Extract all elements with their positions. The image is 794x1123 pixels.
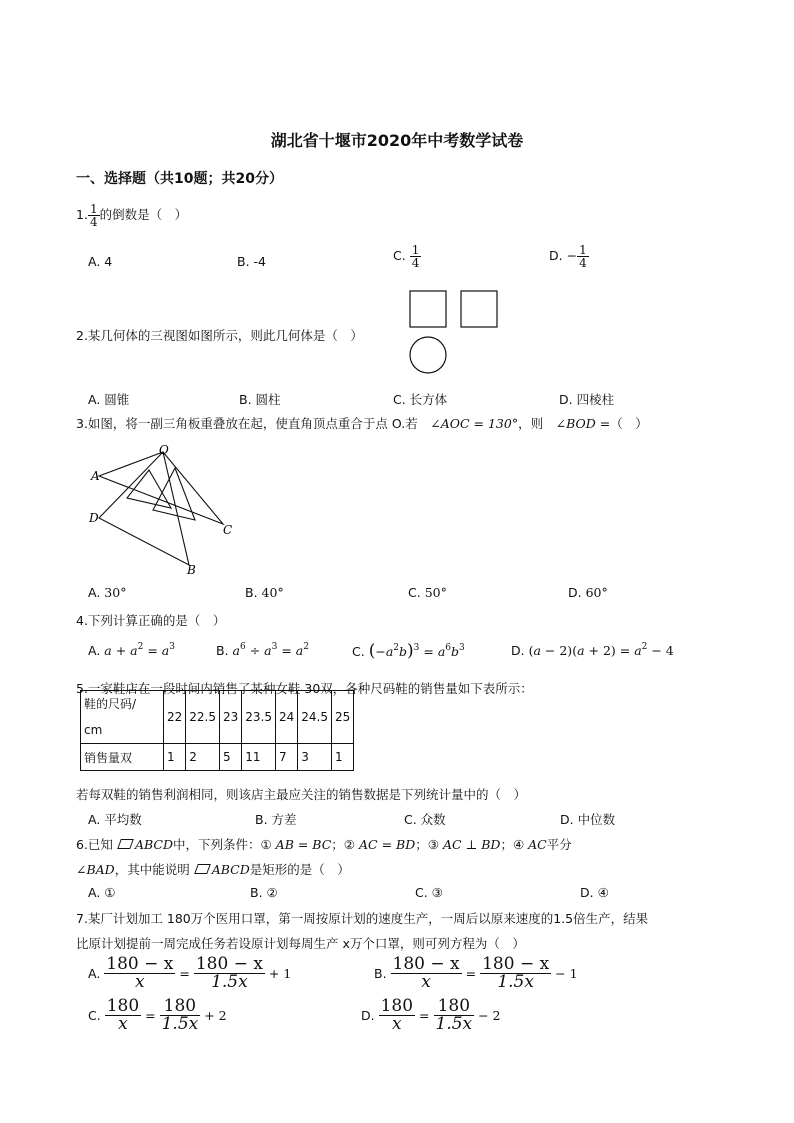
q6-option-c[interactable]: C. ③ (415, 885, 443, 900)
question-6-line2: ∠BAD，其中能说明 ABCD是矩形的是（ ） (76, 862, 350, 877)
shoe-size-table (80, 690, 354, 771)
front-view-square (410, 291, 446, 327)
question-3: 3.如图，将一副三角板重叠放在起，使直角顶点重合于点 O.若 ∠AOC = 130°，则 ∠BOD =（ ） (76, 416, 648, 431)
label-b: B (187, 563, 196, 577)
table-cell: 2 (186, 744, 220, 771)
table-cell: 1 (332, 744, 354, 771)
q7-option-c[interactable]: C. $\frac{180}{x}$ = $\frac{180}{1.5x}$ + 2 (88, 996, 227, 1034)
q2-option-d[interactable]: D. 四棱柱 (559, 392, 615, 407)
q7-option-b[interactable]: B. $\frac{180 - x}{x}$ = $\frac{180 - x}{1.5x}$ − 1 (374, 954, 578, 992)
page-title: 湖北省十堰市2020年中考数学试卷 (270, 131, 524, 150)
q3-option-c[interactable]: C. 50° (408, 585, 447, 600)
table-cell: 24 (276, 691, 298, 744)
q3-option-b[interactable]: B. 40° (245, 585, 284, 600)
table-cell: 23 (220, 691, 242, 744)
label-a: A (91, 469, 100, 483)
q2-option-a[interactable]: A. 圆锥 (88, 392, 130, 407)
table-cell: 23.5 (242, 691, 276, 744)
q5-option-a[interactable]: A. 平均数 (88, 812, 142, 827)
q2-option-b[interactable]: B. 圆柱 (239, 392, 281, 407)
label-d: D (89, 511, 99, 525)
q5-option-b[interactable]: B. 方差 (255, 812, 297, 827)
q2-option-c[interactable]: C. 长方体 (393, 392, 448, 407)
question-6: 6.已知 ABCD中，下列条件：① AB = BC；② AC = BD；③ AC ⊥ BD；④ AC平分 (76, 837, 572, 852)
triangle-aoc (99, 452, 223, 524)
side-view-square (461, 291, 497, 327)
q4-option-d[interactable]: D. $(a - 2)(a + 2) = a^2 - 4$ (511, 642, 674, 658)
q3-option-d[interactable]: D. 60° (568, 585, 608, 600)
table-row (81, 744, 354, 771)
q4-option-c[interactable]: C. $(-a^2b)^3 = a^6b^3$ (352, 641, 465, 661)
question-7: 7.某厂计划加工 180万个医用口罩，第一周按原计划的速度生产，一周后以原来速度的1.5倍生产，结果 (76, 911, 649, 926)
q1-option-a[interactable]: A. 4 (88, 254, 113, 269)
question-5: 5.一家鞋店在一段时间内销售了某种女鞋 30双，各种尺码鞋的销售量如下表所示： (76, 681, 533, 696)
table-cell: 24.5 (298, 691, 332, 744)
label-o: O (159, 443, 169, 457)
q1-option-b[interactable]: B. -4 (237, 254, 266, 269)
question-1: 1. $\frac{1}{4}$ 的倒数是（ ） (76, 202, 188, 229)
label-c: C (223, 523, 233, 537)
table-cell: 22.5 (186, 691, 220, 744)
table-header-count: 销售量双 (81, 744, 164, 771)
q7-option-d[interactable]: D. $\frac{180}{x}$ = $\frac{180}{1.5x}$ − 2 (361, 996, 501, 1034)
table-cell: 22 (164, 691, 186, 744)
table-cell: 25 (332, 691, 354, 744)
q6-option-b[interactable]: B. ② (250, 885, 278, 900)
q5-option-c[interactable]: C. 众数 (404, 812, 446, 827)
fraction: $\frac{1}{4}$ (89, 202, 98, 229)
inner-triangle-2 (153, 468, 195, 520)
table-cell: 1 (164, 744, 186, 771)
triangle-set-figure (85, 440, 245, 580)
q4-option-a[interactable]: A. $a + a^2 = a^3$ (88, 642, 175, 658)
q3-option-a[interactable]: A. 30° (88, 585, 127, 600)
table-cell: 3 (298, 744, 332, 771)
q4-option-b[interactable]: B. $a^6 \div a^3 = a^2$ (216, 642, 309, 658)
table-cell: 11 (242, 744, 276, 771)
top-view-circle (410, 337, 446, 373)
table-cell: 7 (276, 744, 298, 771)
parallelogram-icon (117, 839, 134, 849)
question-7-line2: 比原计划提前一周完成任务若设原计划每周生产 x万个口罩，则可列方程为（ ） (76, 936, 525, 951)
q6-option-d[interactable]: D. ④ (580, 885, 609, 900)
table-cell: 5 (220, 744, 242, 771)
q5-option-d[interactable]: D. 中位数 (560, 812, 616, 827)
q1-option-d[interactable]: D. − $\frac{1}{4}$ (549, 243, 587, 270)
question-4: 4.下列计算正确的是（ ） (76, 613, 226, 628)
question-5-prompt: 若每双鞋的销售利润相同，则该店主最应关注的销售数据是下列统计量中的（ ） (76, 787, 527, 802)
q6-option-a[interactable]: A. ① (88, 885, 116, 900)
q7-option-a[interactable]: A. $\frac{180 - x}{x}$ = $\frac{180 - x}{1.5x}$ + 1 (88, 954, 292, 992)
question-2: 2.某几何体的三视图如图所示，则此几何体是（ ） (76, 328, 363, 343)
parallelogram-icon (194, 864, 211, 874)
section-heading: 一、选择题（共10题；共20分） (76, 171, 283, 187)
three-views-figure (405, 286, 505, 376)
q1-option-c[interactable]: C. $\frac{1}{4}$ (393, 243, 420, 270)
table-row (81, 691, 354, 744)
table-header-size: 鞋的尺码/ cm (81, 691, 164, 744)
